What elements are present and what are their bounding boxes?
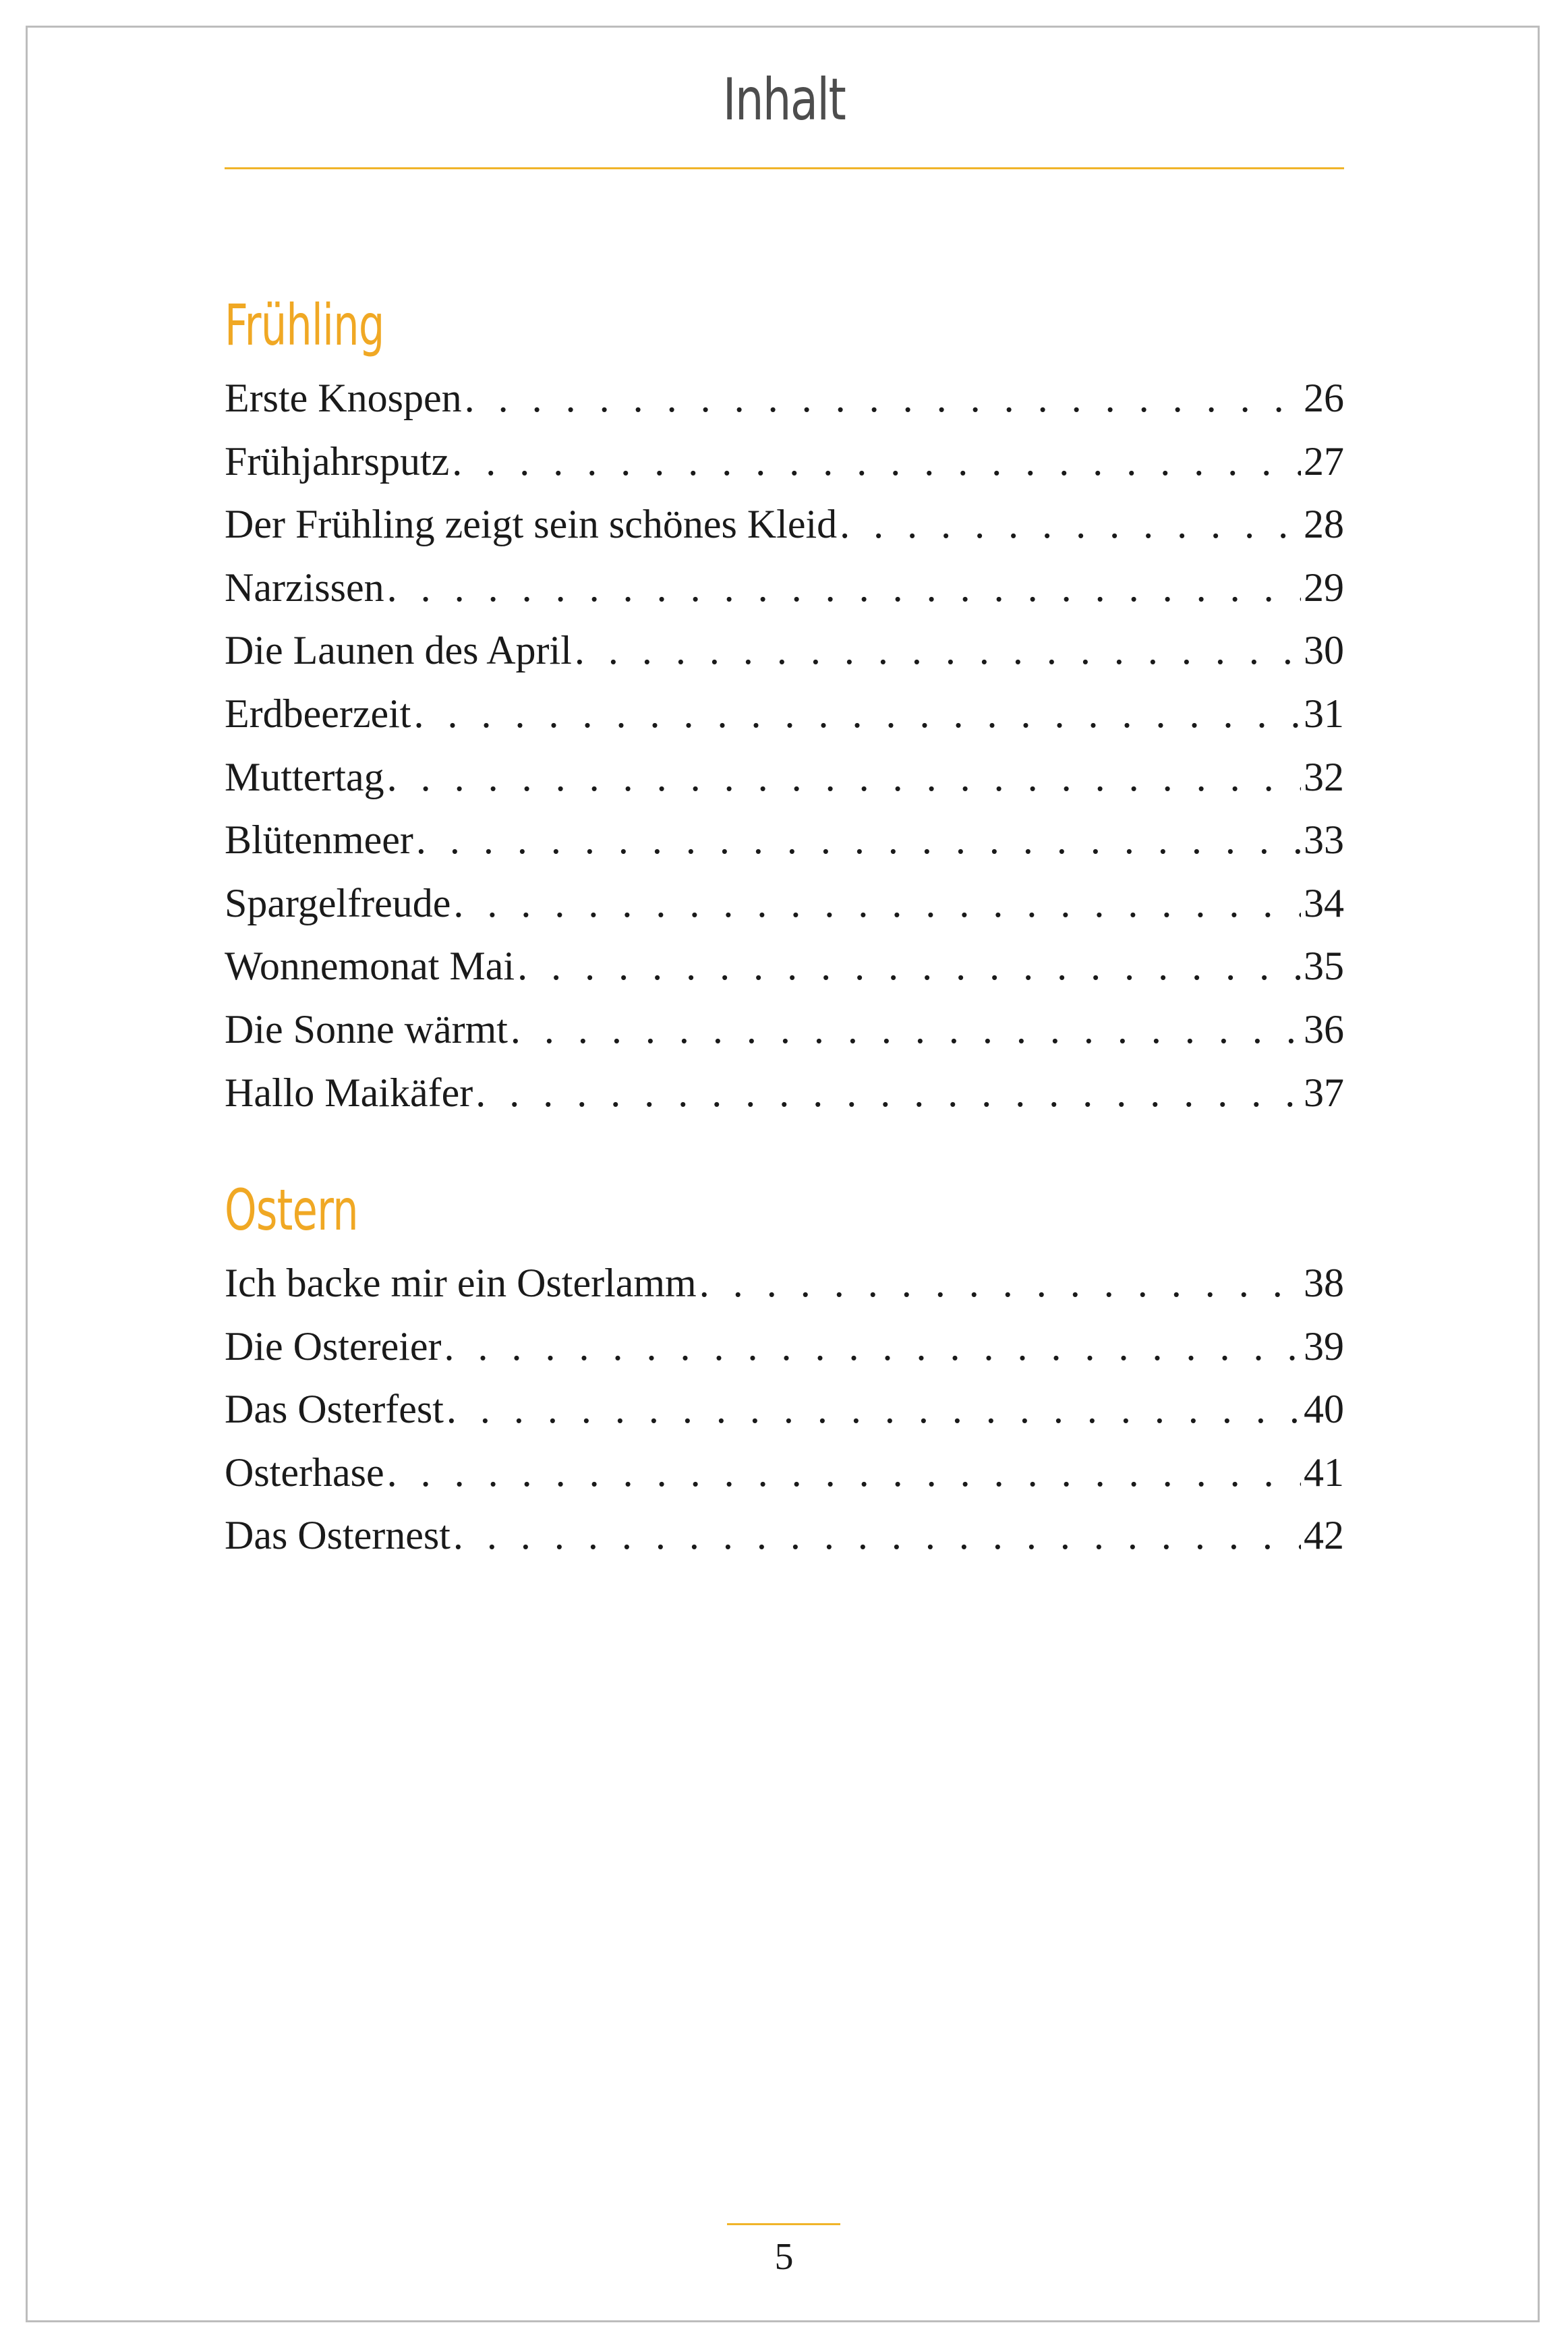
toc-entry-page: 41	[1304, 1450, 1344, 1495]
toc-entry-page: 37	[1304, 1070, 1344, 1115]
toc-entry-title: Blütenmeer	[225, 818, 413, 863]
toc-entry-page: 31	[1304, 691, 1344, 736]
toc-entry-page: 39	[1304, 1323, 1344, 1369]
toc-entry-page: 27	[1304, 438, 1344, 484]
toc-entry[interactable]	[225, 367, 1344, 430]
toc-entry-page: 34	[1304, 880, 1344, 925]
toc-entry[interactable]	[225, 809, 1344, 872]
toc-entry-title: Narzissen	[225, 565, 384, 610]
dot-leader	[699, 1252, 1301, 1315]
toc-entry-title: Erdbeerzeit	[225, 691, 411, 736]
toc-entry-title: Der Frühling zeigt sein schönes Kleid	[225, 502, 838, 547]
dot-leader	[453, 1504, 1301, 1568]
toc-entry-title: Muttertag	[225, 754, 384, 799]
toc-entry[interactable]	[225, 1378, 1344, 1441]
dot-leader	[465, 367, 1301, 430]
toc-entry-page: 42	[1304, 1513, 1344, 1558]
dot-leader	[387, 1441, 1301, 1505]
dot-leader	[575, 619, 1301, 683]
toc-entry[interactable]	[225, 493, 1344, 556]
section-heading: Ostern	[225, 1177, 358, 1243]
toc-entry-page: 30	[1304, 628, 1344, 673]
toc-entry-page: 32	[1304, 754, 1344, 799]
header-divider	[225, 167, 1344, 169]
footer-divider	[727, 2223, 840, 2225]
section-heading: Frühling	[225, 292, 384, 358]
section-fruehling	[225, 292, 1344, 1124]
toc-entry[interactable]	[225, 1252, 1344, 1315]
toc-entry-title: Spargelfreude	[225, 880, 451, 925]
dot-leader	[517, 935, 1301, 998]
toc-entry[interactable]	[225, 683, 1344, 746]
toc-entry-title: Osterhase	[225, 1450, 384, 1495]
dot-leader	[840, 493, 1301, 556]
toc-entry[interactable]	[225, 1315, 1344, 1379]
toc-entry-title: Die Launen des April	[225, 628, 572, 673]
toc-entry-title: Ich backe mir ein Osterlamm	[225, 1261, 697, 1305]
toc-list	[225, 367, 1344, 1124]
toc-entry-page: 29	[1304, 565, 1344, 610]
toc-entry[interactable]	[225, 1441, 1344, 1505]
dot-leader	[416, 809, 1301, 872]
toc-entry-title: Die Sonne wärmt	[225, 1006, 508, 1052]
toc-list	[225, 1252, 1344, 1568]
toc-entry-title: Das Osternest	[225, 1513, 451, 1558]
toc-entry-title: Wonnemonat Mai	[225, 944, 515, 989]
toc-entry-page: 36	[1304, 1006, 1344, 1052]
toc-entry-page: 26	[1304, 376, 1344, 420]
toc-entry[interactable]	[225, 872, 1344, 936]
toc-entry-page: 28	[1304, 502, 1344, 547]
section-ostern	[225, 1177, 1344, 1568]
toc-entry-title: Erste Knospen	[225, 376, 462, 420]
dot-leader	[387, 556, 1301, 620]
toc-entry[interactable]	[225, 998, 1344, 1062]
toc-entry[interactable]	[225, 556, 1344, 620]
toc-entry[interactable]	[225, 619, 1344, 683]
toc-entry-title: Die Ostereier	[225, 1323, 442, 1369]
dot-leader	[446, 1378, 1301, 1441]
page-number: 5	[774, 2236, 794, 2278]
toc-entry[interactable]	[225, 746, 1344, 809]
dot-leader	[511, 998, 1301, 1062]
toc-entry-page: 35	[1304, 944, 1344, 989]
toc-entry-page: 38	[1304, 1261, 1344, 1305]
toc-entry-title: Das Osterfest	[225, 1387, 444, 1432]
toc-entry[interactable]	[225, 1504, 1344, 1568]
toc-entry[interactable]	[225, 1062, 1344, 1125]
toc-entry-title: Frühjahrsputz	[225, 438, 450, 484]
dot-leader	[387, 746, 1301, 809]
dot-leader	[452, 430, 1301, 494]
toc-entry[interactable]	[225, 430, 1344, 494]
dot-leader	[444, 1315, 1301, 1379]
toc-entry-title: Hallo Maikäfer	[225, 1070, 473, 1115]
dot-leader	[453, 872, 1301, 936]
toc-entry-page: 33	[1304, 818, 1344, 863]
dot-leader	[413, 683, 1301, 746]
toc-entry-page: 40	[1304, 1387, 1344, 1432]
dot-leader	[475, 1062, 1301, 1125]
toc-entry[interactable]	[225, 935, 1344, 998]
page-title: Inhalt	[722, 66, 846, 134]
